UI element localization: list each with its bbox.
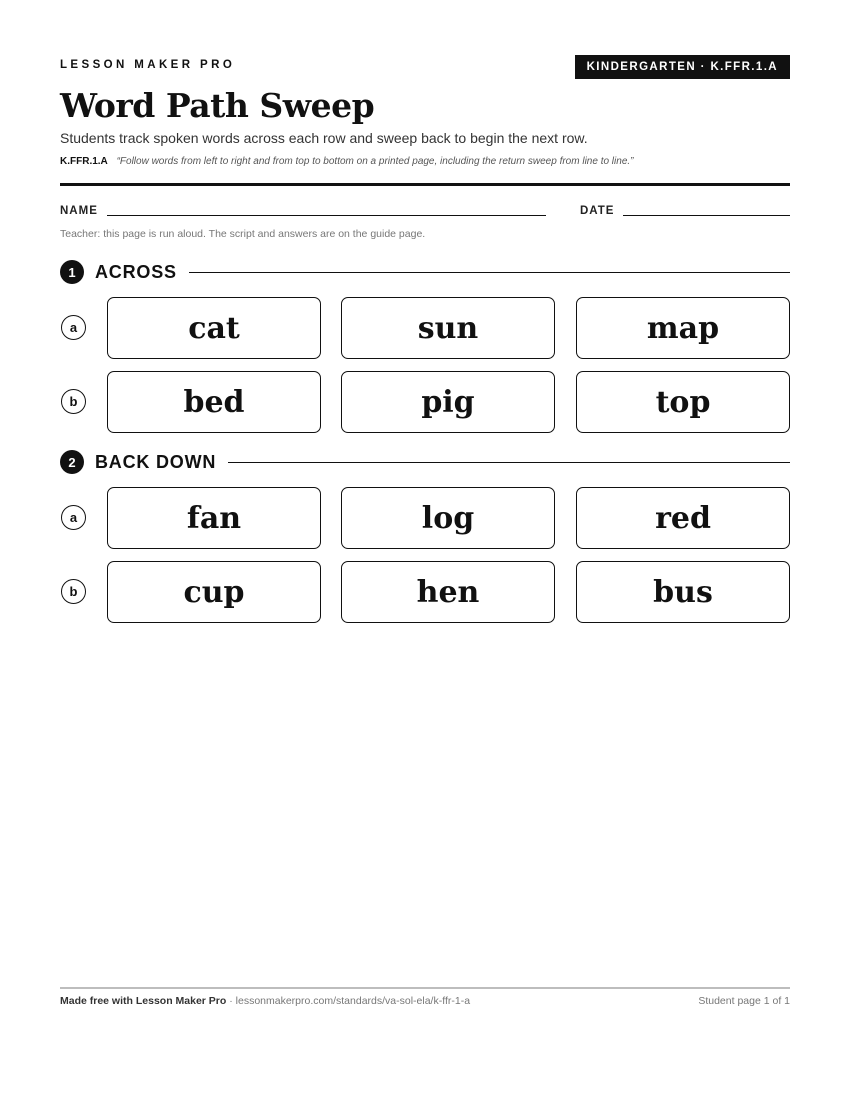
page-title: Word Path Sweep — [60, 86, 375, 125]
word-card: cup — [107, 561, 321, 623]
word-row — [60, 561, 790, 623]
teacher-note: Teacher: this page is run aloud. The script and answers are on the guide page. — [60, 228, 426, 240]
name-label: NAME — [60, 205, 98, 217]
row-letter-badge: b — [61, 389, 86, 414]
grade-standard-badge: KINDERGARTEN · K.FFR.1.A — [575, 55, 790, 79]
word-row — [60, 297, 790, 359]
word-card: sun — [341, 297, 555, 359]
word-card: fan — [107, 487, 321, 549]
brand-name: LESSON MAKER PRO — [60, 59, 236, 71]
word-card: bus — [576, 561, 790, 623]
standard-code: K.FFR.1.A — [60, 156, 108, 167]
footer-credit — [60, 995, 470, 1007]
section-divider — [228, 462, 790, 463]
standard-line — [60, 156, 634, 167]
word-card: hen — [341, 561, 555, 623]
section-number-badge: 1 — [60, 260, 84, 284]
word-card: map — [576, 297, 790, 359]
word-card: log — [341, 487, 555, 549]
section-title: ACROSS — [95, 261, 177, 282]
row-letter-badge: a — [61, 315, 86, 340]
page-subtitle: Students track spoken words across each row and sweep back to begin the next row. — [60, 130, 588, 146]
date-label: DATE — [580, 205, 615, 217]
word-card: bed — [107, 371, 321, 433]
standard-text: “Follow words from left to right and from top to bottom on a printed page, including the return sweep from line to line.” — [116, 156, 634, 167]
footer-page-number: Student page 1 of 1 — [698, 995, 790, 1007]
word-row — [60, 487, 790, 549]
section-back-down-header — [60, 449, 790, 475]
name-field[interactable] — [107, 215, 546, 216]
footer-divider — [60, 987, 790, 989]
word-card: pig — [341, 371, 555, 433]
header-divider — [60, 183, 790, 186]
section-across-header — [60, 259, 790, 285]
section-number-badge: 2 — [60, 450, 84, 474]
section-title: BACK DOWN — [95, 451, 217, 472]
word-card: top — [576, 371, 790, 433]
section-divider — [189, 272, 790, 273]
row-letter-badge: a — [61, 505, 86, 530]
date-field[interactable] — [623, 215, 790, 216]
row-letter-badge: b — [61, 579, 86, 604]
footer-url: · lessonmakerpro.com/standards/va-sol-ela/k-ffr-1-a — [226, 995, 471, 1007]
footer-made-with: Made free with Lesson Maker Pro — [60, 995, 227, 1007]
word-row — [60, 371, 790, 433]
word-card: red — [576, 487, 790, 549]
word-card: cat — [107, 297, 321, 359]
